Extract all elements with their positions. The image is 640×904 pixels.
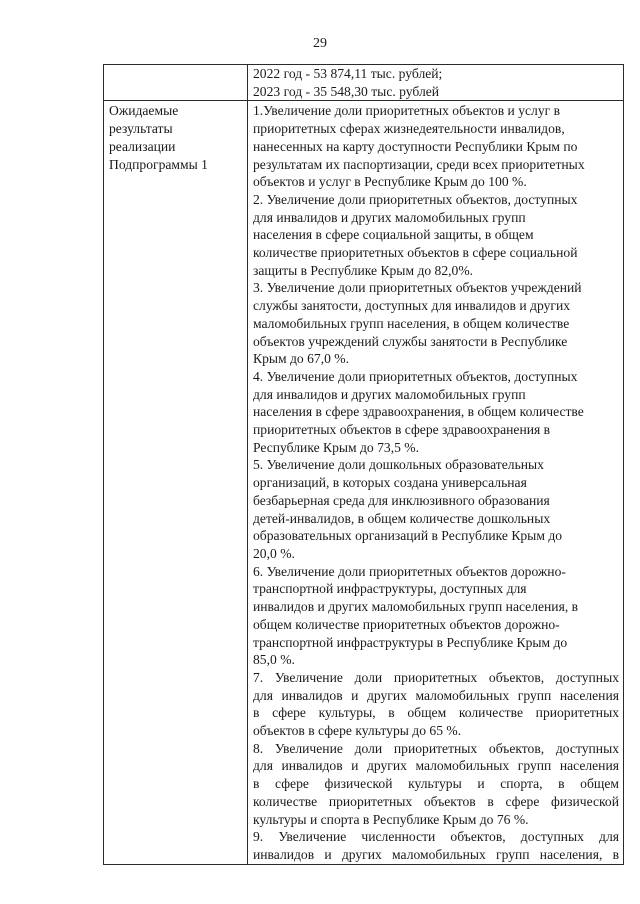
label-line: реализации [109, 138, 176, 154]
label-line: Подпрограммы 1 [109, 156, 208, 172]
result-line: инвалидов и других маломобильных групп населения, в [253, 599, 579, 615]
result-line: 2. Увеличение доли приоритетных объектов, доступных [253, 191, 578, 207]
result-line: приоритетных сферах жизнедеятельности инвалидов, [253, 121, 565, 137]
result-line: 9. Увеличение численности объектов, доступных для [253, 829, 619, 845]
expected-results-text-cell [248, 101, 624, 864]
result-line: 85,0 %. [253, 652, 295, 668]
result-line: результатам их паспортизации, среди всех приоритетных [253, 156, 585, 172]
result-line: населения в сфере здравоохранения, в общем количестве [253, 404, 584, 420]
result-line: количестве приоритетных объектов в сфере социальной [253, 245, 578, 261]
budget-line-2023: 2023 год - 35 548,30 тыс. рублей [253, 83, 440, 99]
result-line: безбарьерная среда для инклюзивного образования [253, 492, 550, 508]
result-line: объектов учреждений службы занятости в Республике [253, 333, 568, 349]
table-row-expected-results [104, 101, 624, 864]
result-line: культуры и спорта в Республике Крым до 76 %. [253, 811, 529, 827]
result-line: 3. Увеличение доли приоритетных объектов учреждений [253, 280, 582, 296]
result-line: 6. Увеличение доли приоритетных объектов дорожно- [253, 563, 566, 579]
result-line: для инвалидов и других маломобильных групп [253, 209, 526, 225]
result-line: объектов в сфере культуры до 65 %. [253, 723, 462, 739]
budget-line-2022: 2022 год - 53 874,11 тыс. рублей; [253, 66, 443, 81]
result-line: объектов и услуг в Республике Крым до 100 %. [253, 174, 527, 190]
result-line: инвалидов и других маломобильных групп населения, в [253, 846, 619, 862]
result-line: 4. Увеличение доли приоритетных объектов, доступных [253, 368, 578, 384]
label-line: Ожидаемые [109, 103, 179, 119]
result-line: общем количестве приоритетных объектов дорожно- [253, 616, 560, 632]
page-number: 29 [313, 36, 327, 51]
expected-results-label-cell [104, 101, 248, 864]
label-line: результаты [109, 121, 173, 137]
result-line: образовательных организаций в Республике Крым до [253, 528, 563, 544]
result-line: организаций, в которых создана универсальная [253, 475, 527, 491]
result-line: для инвалидов и других маломобильных групп [253, 386, 526, 402]
result-line: населения в сфере социальной защиты, в общем [253, 227, 534, 243]
result-line: Крым до 67,0 %. [253, 351, 350, 367]
result-line: 7. Увеличение доли приоритетных объектов, доступных [253, 669, 619, 685]
result-line: для инвалидов и других маломобильных групп населения [253, 687, 619, 703]
result-line: службы занятости, доступных для инвалидов и других [253, 298, 571, 314]
result-line: детей-инвалидов, в общем количестве дошкольных [253, 510, 551, 526]
result-line: 20,0 %. [253, 545, 295, 561]
result-line: в сфере физической культуры и спорта, в общем [253, 776, 619, 792]
result-line: Республике Крым до 73,5 %. [253, 439, 420, 455]
result-line: 5. Увеличение доли дошкольных образовательных [253, 457, 544, 473]
result-line: для инвалидов и других маломобильных групп населения [253, 758, 619, 774]
result-line: 8. Увеличение доли приоритетных объектов, доступных [253, 740, 619, 756]
result-line: количестве приоритетных объектов в сфере физической [253, 793, 619, 809]
result-line: маломобильных групп населения, в общем количестве [253, 315, 570, 331]
result-line: в сфере культуры, в общем количестве приоритетных [253, 705, 619, 721]
result-line: транспортной инфраструктуры, доступных для [253, 581, 527, 597]
result-line: нанесенных на карту доступности Республики Крым по [253, 138, 578, 154]
program-passport-table [103, 64, 624, 865]
result-line: защиты в Республике Крым до 82,0%. [253, 262, 474, 278]
result-line: приоритетных объектов в сфере здравоохранения в [253, 422, 551, 438]
budget-label-cell [104, 65, 248, 101]
budget-values-cell [248, 65, 624, 101]
table-row-budget [104, 65, 624, 101]
result-line: транспортной инфраструктуры в Республике Крым до [253, 634, 568, 650]
result-line: 1.Увеличение доли приоритетных объектов и услуг в [253, 103, 561, 119]
